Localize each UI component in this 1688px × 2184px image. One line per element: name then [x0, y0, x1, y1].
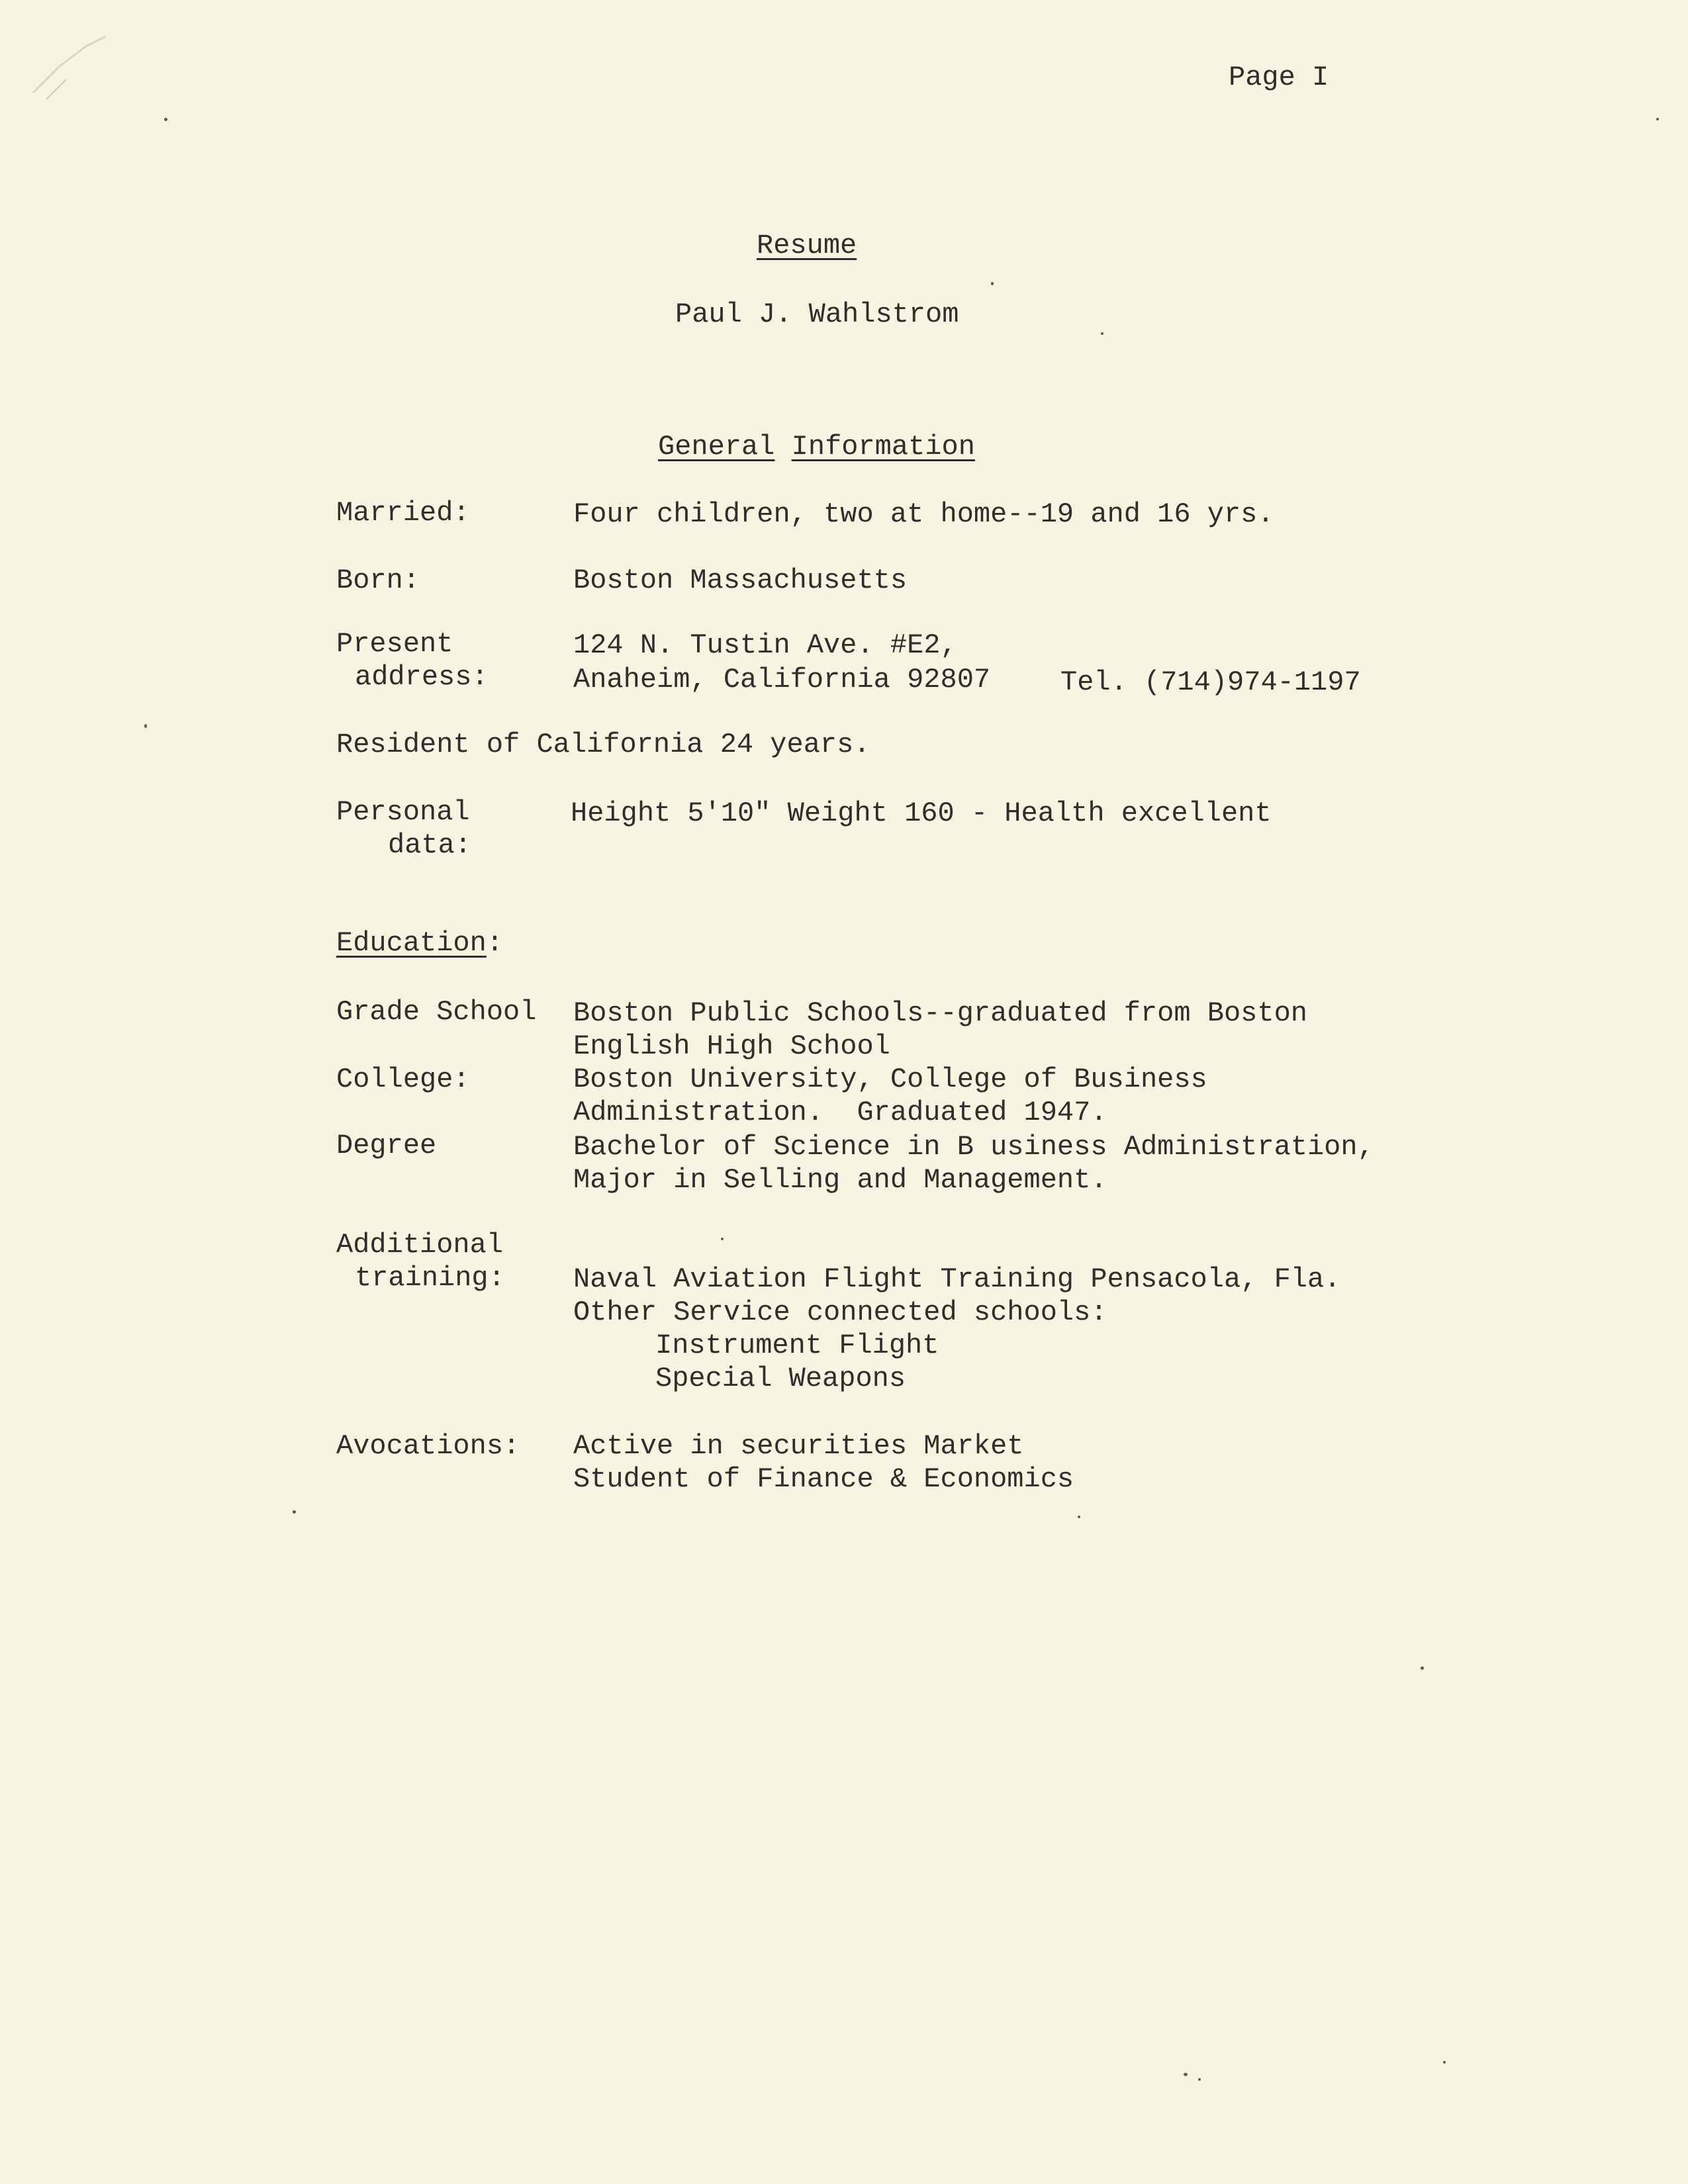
paper-speck — [164, 118, 167, 121]
degree-line-2: Major in Selling and Management. — [573, 1164, 1107, 1196]
paper-speck — [293, 1510, 296, 1514]
paper-speck — [1078, 1516, 1080, 1518]
education-heading — [336, 927, 503, 960]
paper-corner-mark — [20, 26, 113, 106]
paper-speck — [1198, 2078, 1201, 2081]
training-line-4: Special Weapons — [655, 1363, 906, 1394]
paper-speck — [1656, 118, 1659, 120]
additional-training-label: Additional — [336, 1229, 504, 1261]
telephone: Tel. (714)974-1197 — [1060, 666, 1361, 698]
general-information-heading-part1: General — [658, 431, 775, 463]
training-line-2: Other Service connected schools: — [573, 1297, 1107, 1328]
general-information-heading — [658, 430, 975, 463]
avocations-line-1: Active in securities Market — [573, 1430, 1024, 1462]
avocations-line-2: Student of Finance & Economics — [573, 1463, 1074, 1495]
personal-data-label-2: data: — [388, 829, 472, 861]
training-label: training: — [355, 1262, 505, 1294]
married-label: Married: — [336, 497, 470, 529]
paper-speck — [144, 724, 147, 728]
grade-school-line-2: English High School — [573, 1030, 890, 1062]
college-label: College: — [336, 1064, 470, 1095]
present-address-label: Present — [336, 628, 453, 660]
personal-data-label: Personal — [336, 796, 470, 828]
paper-speck — [1184, 2073, 1188, 2076]
paper-speck — [1421, 1666, 1424, 1670]
grade-school-label: Grade School — [336, 996, 537, 1028]
education-heading-text: Education — [336, 927, 487, 959]
born-label: Born: — [336, 565, 420, 596]
college-line-1: Boston University, College of Business — [573, 1064, 1207, 1095]
paper-speck — [1101, 332, 1103, 335]
address-label: address: — [355, 661, 489, 693]
general-information-heading-part2: Information — [791, 431, 975, 463]
training-line-3: Instrument Flight — [655, 1330, 939, 1361]
education-heading-colon: : — [486, 927, 504, 959]
paper-speck — [721, 1238, 724, 1240]
born-value: Boston Massachusetts — [573, 565, 908, 596]
married-value: Four children, two at home--19 and 16 yrs. — [573, 498, 1274, 530]
address-line-2: Anaheim, California 92807 — [573, 664, 991, 696]
address-line-1: 124 N. Tustin Ave. #E2, — [573, 629, 957, 661]
training-line-1: Naval Aviation Flight Training Pensacola, Fla. — [573, 1263, 1341, 1295]
grade-school-line-1: Boston Public Schools--graduated from Boston — [573, 997, 1307, 1029]
residency-statement: Resident of California 24 years. — [336, 729, 870, 760]
document-title: Resume — [757, 230, 857, 261]
degree-line-1: Bachelor of Science in B usiness Administration, — [573, 1131, 1374, 1163]
degree-label: Degree — [336, 1130, 437, 1161]
paper-speck — [991, 282, 994, 285]
paper-speck — [1443, 2061, 1446, 2064]
personal-data-value: Height 5'10" Weight 160 - Health excellent — [571, 797, 1272, 829]
page-number: Page I — [1229, 62, 1329, 93]
avocations-label: Avocations: — [336, 1430, 520, 1462]
college-line-2: Administration. Graduated 1947. — [573, 1097, 1107, 1128]
applicant-name: Paul J. Wahlstrom — [675, 298, 959, 330]
